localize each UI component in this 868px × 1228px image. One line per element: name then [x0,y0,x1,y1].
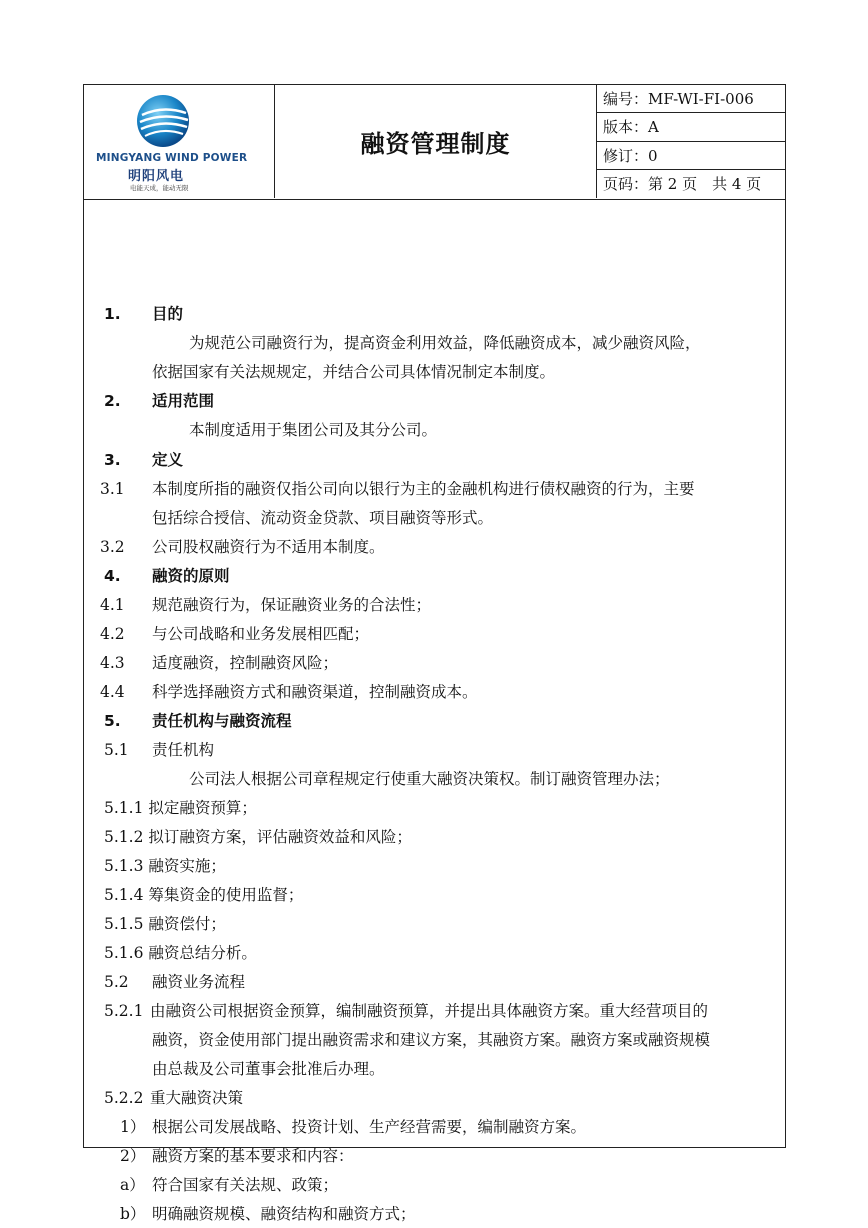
meta-revision: 修订：0 [597,142,785,170]
list-item: 5.1.3 融资实施； [104,857,226,875]
clause-number: 4.1 [100,596,125,614]
section-number: 5. [104,712,121,730]
document-header [84,85,785,200]
meta-cell [597,85,785,198]
section-heading: 责任机构与融资流程 [152,712,292,730]
logo-english-text: MINGYANG WIND POWER [96,152,248,164]
paragraph-line: 适度融资，控制融资风险； [152,654,339,672]
logo-slogan: 电能天成，能动无限 [130,184,189,192]
paragraph-line: 本制度适用于集团公司及其分公司。 [189,421,438,439]
clause-number: 4.2 [100,625,125,643]
document-frame [83,84,786,1223]
paragraph-line: 为规范公司融资行为，提高资金利用效益，降低融资成本，减少融资风险， [189,334,701,352]
clause-number: 3.1 [100,480,125,498]
paragraph-line: 包括综合授信、流动资金贷款、项目融资等形式。 [152,509,494,527]
section-number: 3. [104,451,121,469]
section-heading: 融资的原则 [152,567,230,585]
clause-number: 5.2.1 [104,1002,144,1020]
paragraph-line: 由总裁及公司董事会批准后办理。 [152,1060,385,1078]
section-number: 2. [104,392,121,410]
document-title: 融资管理制度 [360,130,511,158]
item-number: 2） [120,1147,146,1165]
paragraph-line: 由融资公司根据资金预算，编制融资预算，并提出具体融资方案。重大经营项目的 [150,1002,709,1020]
meta-page: 页码：第 2 页 共 4 页 [603,174,762,193]
list-item: 5.1.1 拟定融资预算； [104,799,257,817]
paragraph-line: 与公司战略和业务发展相匹配； [152,625,370,643]
paragraph-line: 规范融资行为，保证融资业务的合法性； [152,596,432,614]
item-number: a） [120,1176,145,1194]
paragraph-line: 科学选择融资方式和融资渠道，控制融资成本。 [152,683,478,701]
paragraph-line: 责任机构 [152,741,215,759]
clause-number: 4.3 [100,654,125,672]
section-number: 1. [104,305,121,323]
clause-number: 3.2 [100,538,125,556]
list-item: 5.1.6 融资总结分析。 [104,944,257,962]
section-heading: 定义 [152,451,184,469]
item-number: b） [120,1205,146,1223]
meta-doc-number: 编号：MF-WI-FI-006 [597,85,785,113]
section-heading: 适用范围 [152,392,215,410]
section-number: 4. [104,567,121,585]
title-cell [275,85,597,198]
list-item: 5.1.2 拟订融资方案，评估融资效益和风险； [104,828,412,846]
logo-chinese-text: 明阳风电 [128,169,185,184]
list-item: 5.1.4 筹集资金的使用监督； [104,886,304,904]
paragraph-line: 根据公司发展战略、投资计划、生产经营需要，编制融资方案。 [152,1118,587,1136]
clause-number: 5.1 [104,741,129,759]
paragraph-line: 公司法人根据公司章程规定行使重大融资决策权。制订融资管理办法； [189,770,670,788]
clause-number: 5.2 [104,973,129,991]
paragraph-line: 公司股权融资行为不适用本制度。 [152,538,385,556]
logo-cell [84,85,275,198]
paragraph-line: 融资方案的基本要求和内容： [152,1147,354,1165]
paragraph-line: 符合国家有关法规、政策； [152,1176,339,1194]
paragraph-line: 融资，资金使用部门提出融资需求和建议方案，其融资方案。融资方案或融资规模 [152,1031,711,1049]
clause-number: 4.4 [100,683,125,701]
paragraph-line: 明确融资规模、融资结构和融资方式； [152,1205,416,1223]
section-heading: 目的 [152,305,184,323]
clause-number: 5.2.2 [104,1089,144,1107]
paragraph-line: 本制度所指的融资仅指公司向以银行为主的金融机构进行债权融资的行为，主要 [152,480,695,498]
list-item: 5.1.5 融资偿付； [104,915,226,933]
meta-version: 版本：A [597,113,785,141]
paragraph-line: 融资业务流程 [152,973,246,991]
paragraph-line: 依据国家有关法规规定，并结合公司具体情况制定本制度。 [152,363,556,381]
mingyang-logo-icon [92,93,267,153]
item-number: 1） [120,1118,146,1136]
paragraph-line: 重大融资决策 [150,1089,244,1107]
